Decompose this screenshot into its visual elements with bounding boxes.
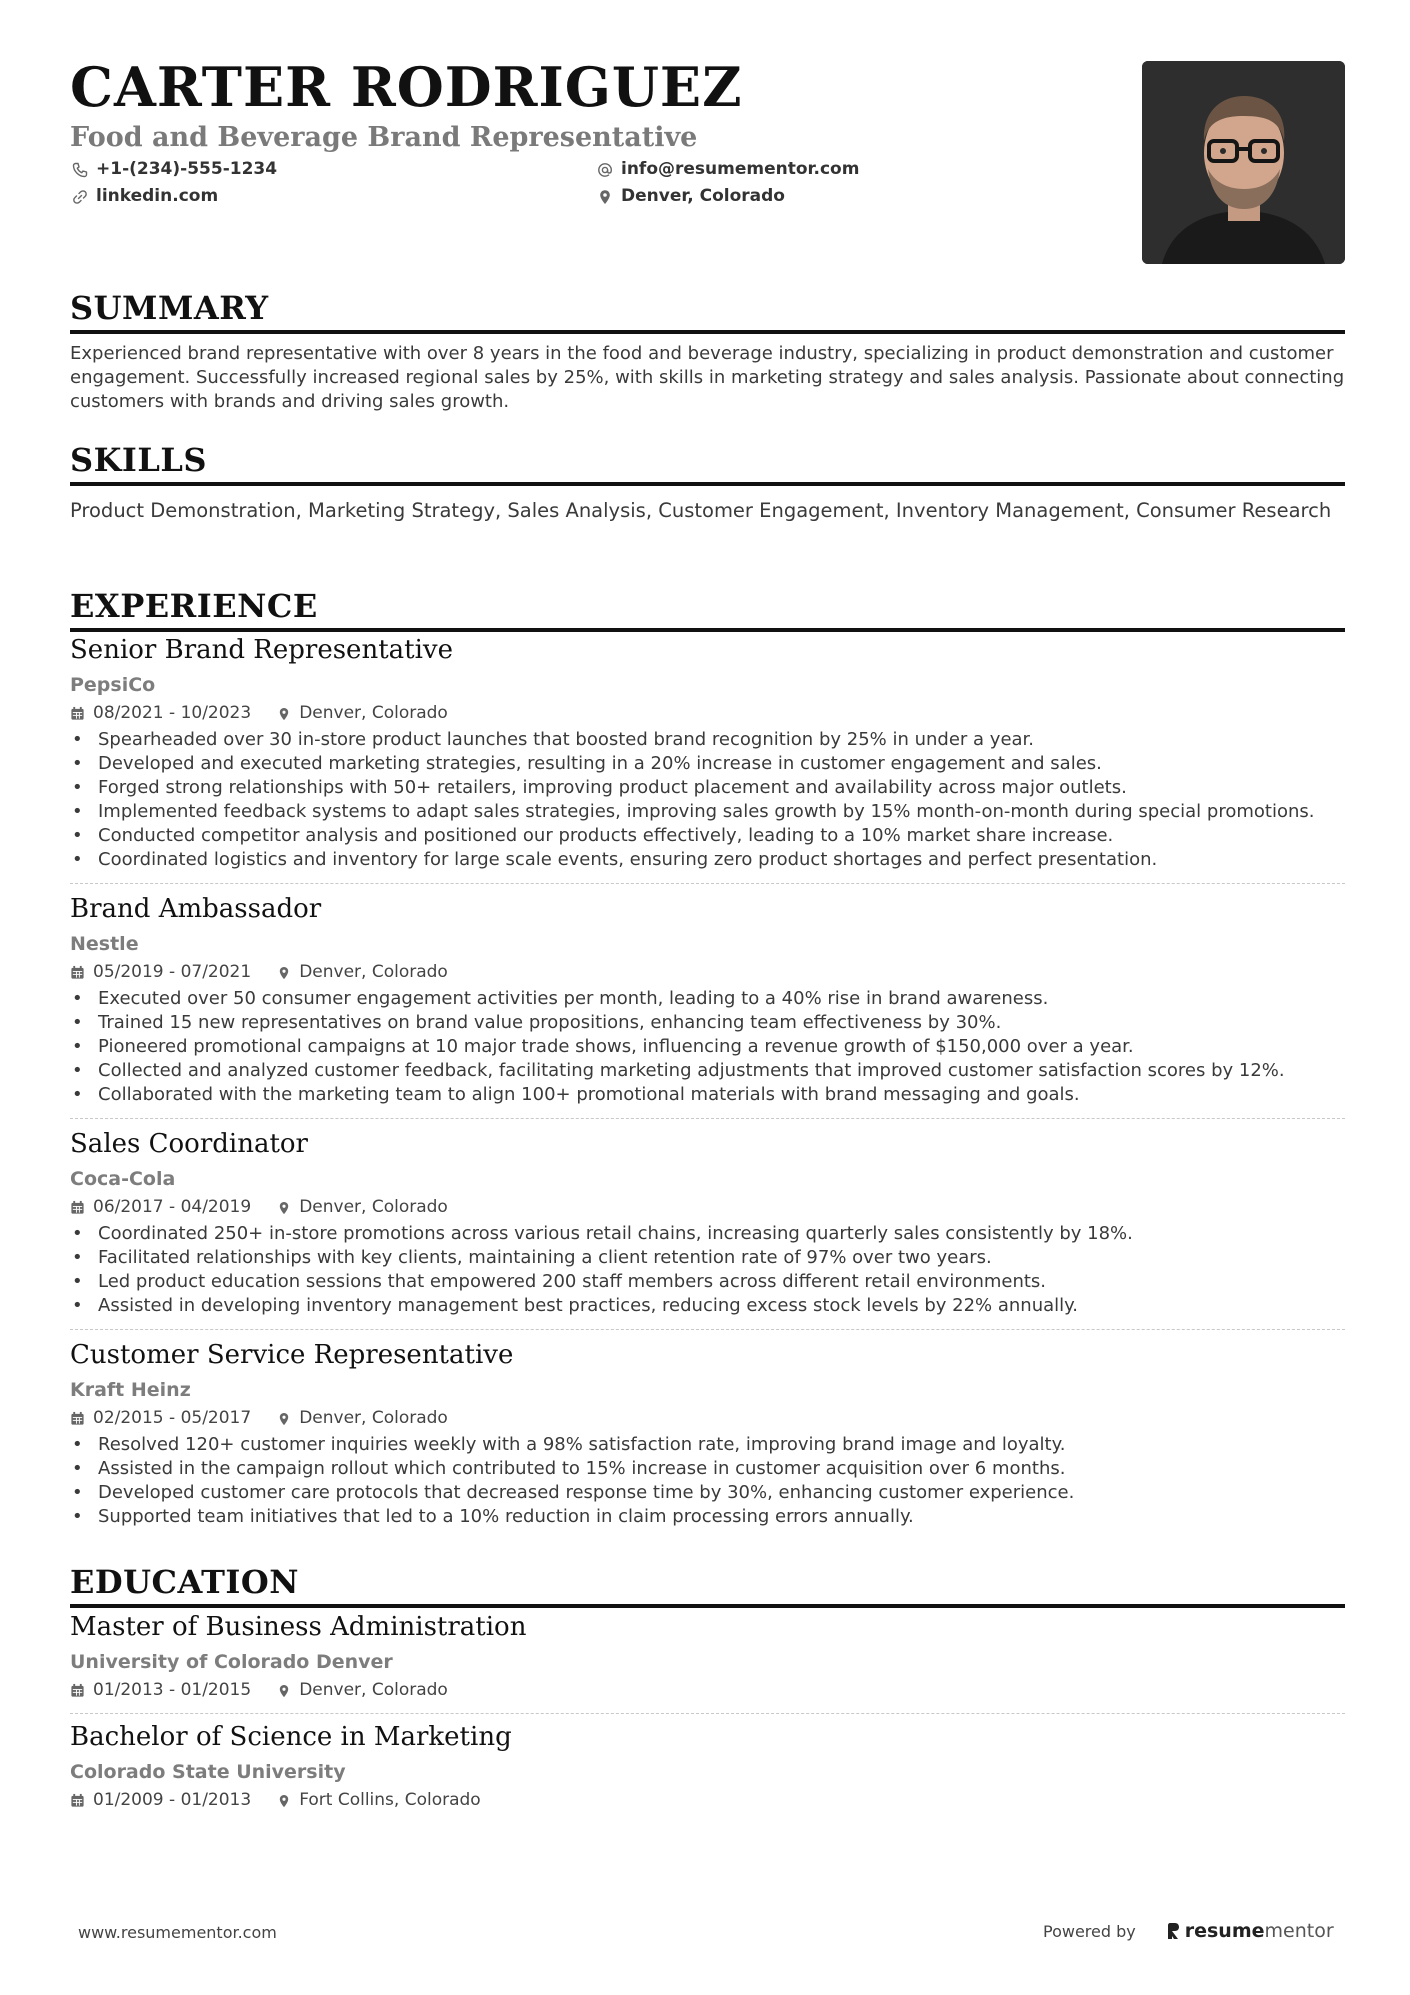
map-pin-icon: [277, 1411, 291, 1427]
job-location-text: Denver, Colorado: [299, 703, 448, 723]
calendar-icon: [70, 1683, 85, 1698]
candidate-name: CARTER RODRIGUEZ: [70, 55, 743, 119]
degree-title: Master of Business Administration: [70, 1612, 527, 1642]
link-icon: [72, 189, 88, 205]
email-text[interactable]: info@resumementor.com: [621, 159, 860, 179]
bullet-item: • Developed and executed marketing strategies, resulting in a 20% increase in customer engagement and sales.: [70, 752, 1345, 776]
job-title: Brand Ambassador: [70, 894, 322, 924]
degree-title: Bachelor of Science in Marketing: [70, 1722, 512, 1752]
resume-header: [70, 0, 1345, 280]
education-dates: 01/2013 - 01/2015: [93, 1680, 252, 1700]
job-location: [277, 964, 448, 981]
job-location: [277, 705, 448, 722]
job-bullets: [70, 728, 1345, 872]
bullet-item: • Trained 15 new representatives on brand value propositions, enhancing team effectiveness by 30%.: [70, 1011, 1345, 1035]
location-contact: [597, 188, 785, 205]
bullet-item: • Pioneered promotional campaigns at 10 major trade shows, influencing a revenue growth of $150,000 over a year.: [70, 1035, 1345, 1059]
education-entry: [70, 1724, 1345, 1809]
job-meta: [70, 1199, 1345, 1216]
candidate-role: Food and Beverage Brand Representative: [70, 122, 698, 153]
summary-text: Experienced brand representative with over 8 years in the food and beverage industry, specializing in product demonstration and customer engagement. Successfully increased regional sales by 25%, with skills in marketing strategy and sales analysis. Passionate about connecting customers with brands and driving sales growth.: [70, 343, 1345, 412]
bullet-item: • Developed customer care protocols that decreased response time by 30%, enhancing customer experience.: [70, 1481, 1345, 1505]
map-pin-icon: [277, 1200, 291, 1216]
education-meta: [70, 1682, 1345, 1699]
education-section: [70, 1563, 1345, 1608]
experience-entry: [70, 1131, 1345, 1318]
education-entry: [70, 1614, 1345, 1699]
skills-text: Product Demonstration, Marketing Strategy, Sales Analysis, Customer Engagement, Inventory Management, Consumer Research: [70, 499, 1332, 522]
linkedin-contact[interactable]: [72, 188, 218, 205]
bullet-item: • Facilitated relationships with key clients, maintaining a client retention rate of 97% over two years.: [70, 1246, 1345, 1270]
education-location-text: Fort Collins, Colorado: [299, 1790, 481, 1810]
map-pin-icon: [277, 706, 291, 722]
portrait-illustration: [1142, 61, 1345, 264]
bullet-item: • Resolved 120+ customer inquiries weekly with a 98% satisfaction rate, improving brand image and loyalty.: [70, 1433, 1345, 1457]
powered-by-label: Powered by: [1043, 1921, 1136, 1941]
job-dates: 02/2015 - 05/2017: [93, 1408, 252, 1428]
job-title: Sales Coordinator: [70, 1129, 308, 1159]
map-pin-icon: [597, 189, 613, 205]
brand-bold: resume: [1184, 1920, 1265, 1942]
company-name: PepsiCo: [70, 674, 156, 696]
linkedin-text[interactable]: linkedin.com: [96, 186, 219, 206]
bullet-item: • Collected and analyzed customer feedback, facilitating marketing adjustments that improved customer satisfaction scores by 12%.: [70, 1059, 1345, 1083]
resume-page: [70, 0, 1345, 1810]
experience-entry: [70, 896, 1345, 1107]
brand-light: mentor: [1264, 1920, 1334, 1942]
footer-website[interactable]: www.resumementor.com: [78, 1923, 277, 1942]
bullet-item: • Led product education sessions that empowered 200 staff members across different retail environments.: [70, 1270, 1345, 1294]
company-name: Nestle: [70, 933, 139, 955]
job-title: Customer Service Representative: [70, 1340, 514, 1370]
education-location: [277, 1792, 481, 1809]
job-location: [277, 1410, 448, 1427]
job-location-text: Denver, Colorado: [299, 1197, 448, 1217]
job-bullets: [70, 1222, 1345, 1318]
calendar-icon: [70, 1200, 85, 1215]
experience-section: [70, 587, 1345, 632]
company-name: Kraft Heinz: [70, 1379, 191, 1401]
company-name: Coca-Cola: [70, 1168, 176, 1190]
entry-divider: [70, 1329, 1345, 1330]
bullet-item: • Forged strong relationships with 50+ retailers, improving product placement and availability across major outlets.: [70, 776, 1345, 800]
job-dates: 06/2017 - 04/2019: [93, 1197, 252, 1217]
calendar-icon: [70, 1411, 85, 1426]
job-meta: [70, 964, 1345, 981]
education-dates: 01/2009 - 01/2013: [93, 1790, 252, 1810]
job-bullets: [70, 987, 1345, 1107]
bullet-item: • Executed over 50 consumer engagement activities per month, leading to a 40% rise in brand awareness.: [70, 987, 1345, 1011]
phone-icon: [72, 162, 88, 178]
job-title: Senior Brand Representative: [70, 635, 453, 665]
bullet-item: • Assisted in developing inventory management best practices, reducing excess stock levels by 22% annually.: [70, 1294, 1345, 1318]
map-pin-icon: [277, 1683, 291, 1699]
bullet-item: • Implemented feedback systems to adapt sales strategies, improving sales growth by 15% month-on-month during special promotions.: [70, 800, 1345, 824]
resumementor-logo[interactable]: [1166, 1920, 1334, 1942]
bullet-item: • Coordinated 250+ in-store promotions across various retail chains, increasing quarterly sales consistently by 18%.: [70, 1222, 1345, 1246]
at-icon: [597, 162, 613, 178]
calendar-icon: [70, 1793, 85, 1808]
skills-heading: SKILLS: [70, 444, 1345, 486]
school-name: Colorado State University: [70, 1761, 346, 1783]
bullet-item: • Conducted competitor analysis and positioned our products effectively, leading to a 10% market share increase.: [70, 824, 1345, 848]
skills-section: [70, 441, 1345, 524]
job-location: [277, 1199, 448, 1216]
job-dates: 05/2019 - 07/2021: [93, 962, 252, 982]
bullet-item: • Supported team initiatives that led to a 10% reduction in claim processing errors annually.: [70, 1505, 1345, 1529]
job-meta: [70, 1410, 1345, 1427]
job-dates: 08/2021 - 10/2023: [93, 703, 252, 723]
job-location-text: Denver, Colorado: [299, 962, 448, 982]
summary-heading: SUMMARY: [70, 292, 1345, 334]
experience-heading: EXPERIENCE: [70, 590, 1345, 632]
calendar-icon: [70, 965, 85, 980]
education-location-text: Denver, Colorado: [299, 1680, 448, 1700]
map-pin-icon: [277, 1793, 291, 1809]
entry-divider: [70, 883, 1345, 884]
profile-photo: [1142, 61, 1345, 264]
experience-entry: [70, 637, 1345, 872]
resumementor-logo-icon: [1166, 1922, 1180, 1940]
calendar-icon: [70, 706, 85, 721]
phone-text: +1-(234)-555-1234: [96, 159, 278, 179]
map-pin-icon: [277, 965, 291, 981]
job-meta: [70, 705, 1345, 722]
bullet-item: • Collaborated with the marketing team to align 100+ promotional materials with brand messaging and goals.: [70, 1083, 1345, 1107]
job-bullets: [70, 1433, 1345, 1529]
bullet-item: • Coordinated logistics and inventory for large scale events, ensuring zero product shortages and perfect presentation.: [70, 848, 1345, 872]
entry-divider: [70, 1713, 1345, 1714]
entry-divider: [70, 1118, 1345, 1119]
job-location-text: Denver, Colorado: [299, 1408, 448, 1428]
footer-powered: [1043, 1920, 1334, 1942]
email-contact[interactable]: [597, 161, 859, 178]
school-name: University of Colorado Denver: [70, 1651, 393, 1673]
bullet-item: • Assisted in the campaign rollout which contributed to 15% increase in customer acquisition over 6 months.: [70, 1457, 1345, 1481]
summary-section: [70, 289, 1345, 414]
bullet-item: • Spearheaded over 30 in-store product launches that boosted brand recognition by 25% in under a year.: [70, 728, 1345, 752]
experience-entry: [70, 1342, 1345, 1529]
location-text: Denver, Colorado: [621, 186, 785, 206]
education-meta: [70, 1792, 1345, 1809]
phone-contact: [72, 161, 277, 178]
education-location: [277, 1682, 448, 1699]
education-heading: EDUCATION: [70, 1566, 1345, 1608]
